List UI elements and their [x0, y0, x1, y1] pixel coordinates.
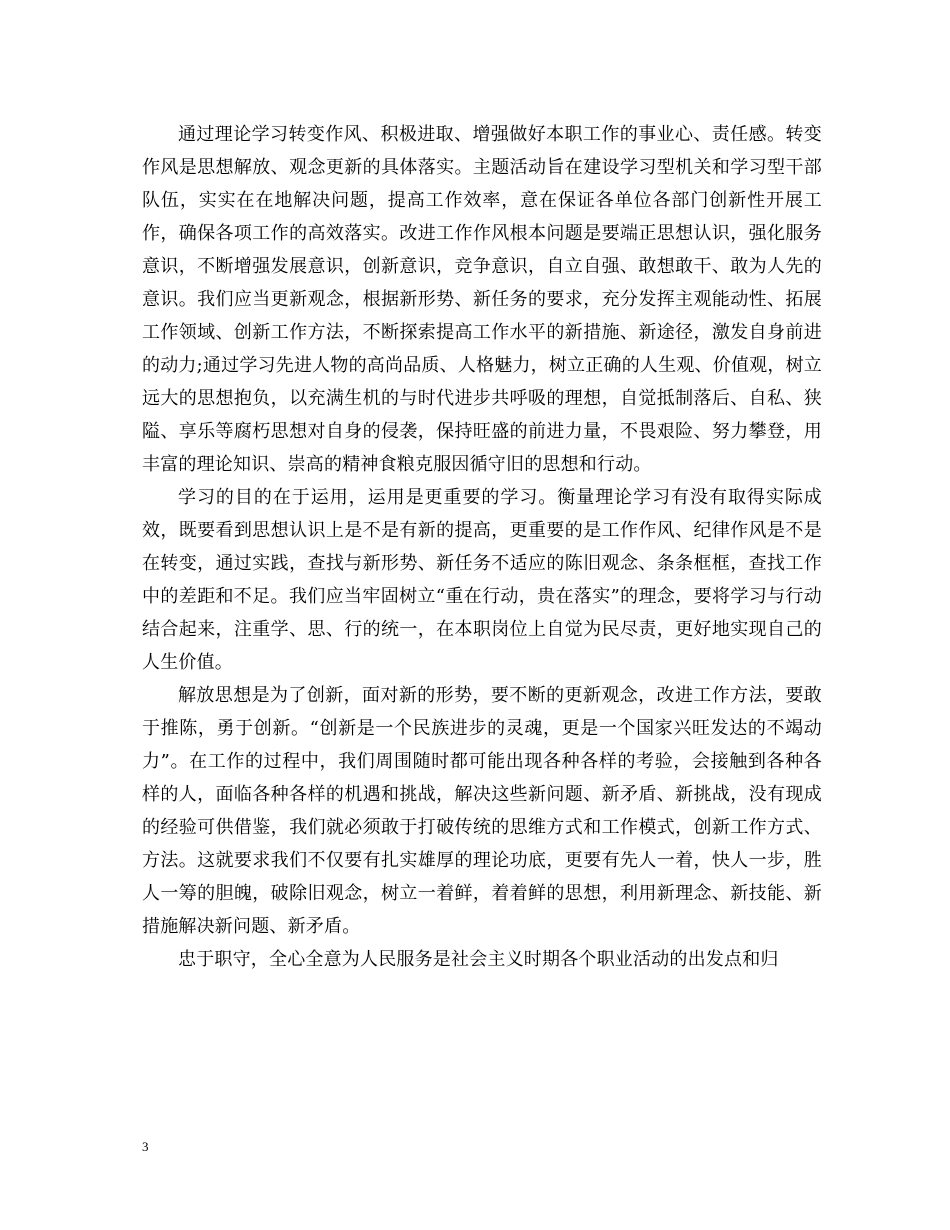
- paragraph-2: 学习的目的在于运用，运用是更重要的学习。衡量理论学习有没有取得实际成效，既要看到思想认识上是不是有新的提高，更重要的是工作作风、纪律作风是不是在转变，通过实践，查找与新形势、新任务不适应的陈旧观念、条条框框，查找工作中的差距和不足。我们应当牢固树立“重在行动，贵在落实”的理念，要将学习与行动结合起来，注重学、思、行的统一，在本职岗位上自觉为民尽责，更好地实现自己的人生价值。: [142, 487, 822, 673]
- paragraph-4: 忠于职守，全心全意为人民服务是社会主义时期各个职业活动的出发点和归: [178, 949, 779, 970]
- paragraph-3: 解放思想是为了创新，面对新的形势，要不断的更新观念，改进工作方法，要敢于推陈，勇于创新。“创新是一个民族进步的灵魂，更是一个国家兴旺发达的不竭动力”。在工作的过程中，我们周围随时都可能出现各种各样的考验，会接触到各种各样的人，面临各种各样的机遇和挑战，解决这些新问题、新矛盾、新挑战，没有现成的经验可供借鉴，我们就必须敢于打破传统的思维方式和工作模式，创新工作方式、方法。这就要求我们不仅要有扎实雄厚的理论功底，更要有先人一着，快人一步，胜人一筹的胆魄，破除旧观念，树立一着鲜，着着鲜的思想，利用新理念、新技能、新措施解决新问题、新矛盾。: [142, 685, 822, 937]
- document-body: [142, 118, 822, 976]
- paragraph-1: 通过理论学习转变作风、积极进取、增强做好本职工作的事业心、责任感。转变作风是思想解放、观念更新的具体落实。主题活动旨在建设学习型机关和学习型干部队伍，实实在在地解决问题，提高工作效率，意在保证各单位各部门创新性开展工作，确保各项工作的高效落实。改进工作作风根本问题是要端正思想认识，强化服务意识，不断增强发展意识，创新意识，竞争意识，自立自强、敢想敢干、敢为人先的意识。我们应当更新观念，根据新形势、新任务的要求，充分发挥主观能动性、拓展工作领域、创新工作方法，不断探索提高工作水平的新措施、新途径，激发自身前进的动力;通过学习先进人物的高尚品质、人格魅力，树立正确的人生观、价值观，树立远大的思想抱负，以充满生机的与时代进步共呼吸的理想，自觉抵制落后、自私、狭隘、享乐等腐朽思想对自身的侵袭，保持旺盛的前进力量，不畏艰险、努力攀登，用丰富的理论知识、崇高的精神食粮克服因循守旧的思想和行动。: [142, 124, 822, 475]
- page-number: 3: [142, 1139, 149, 1154]
